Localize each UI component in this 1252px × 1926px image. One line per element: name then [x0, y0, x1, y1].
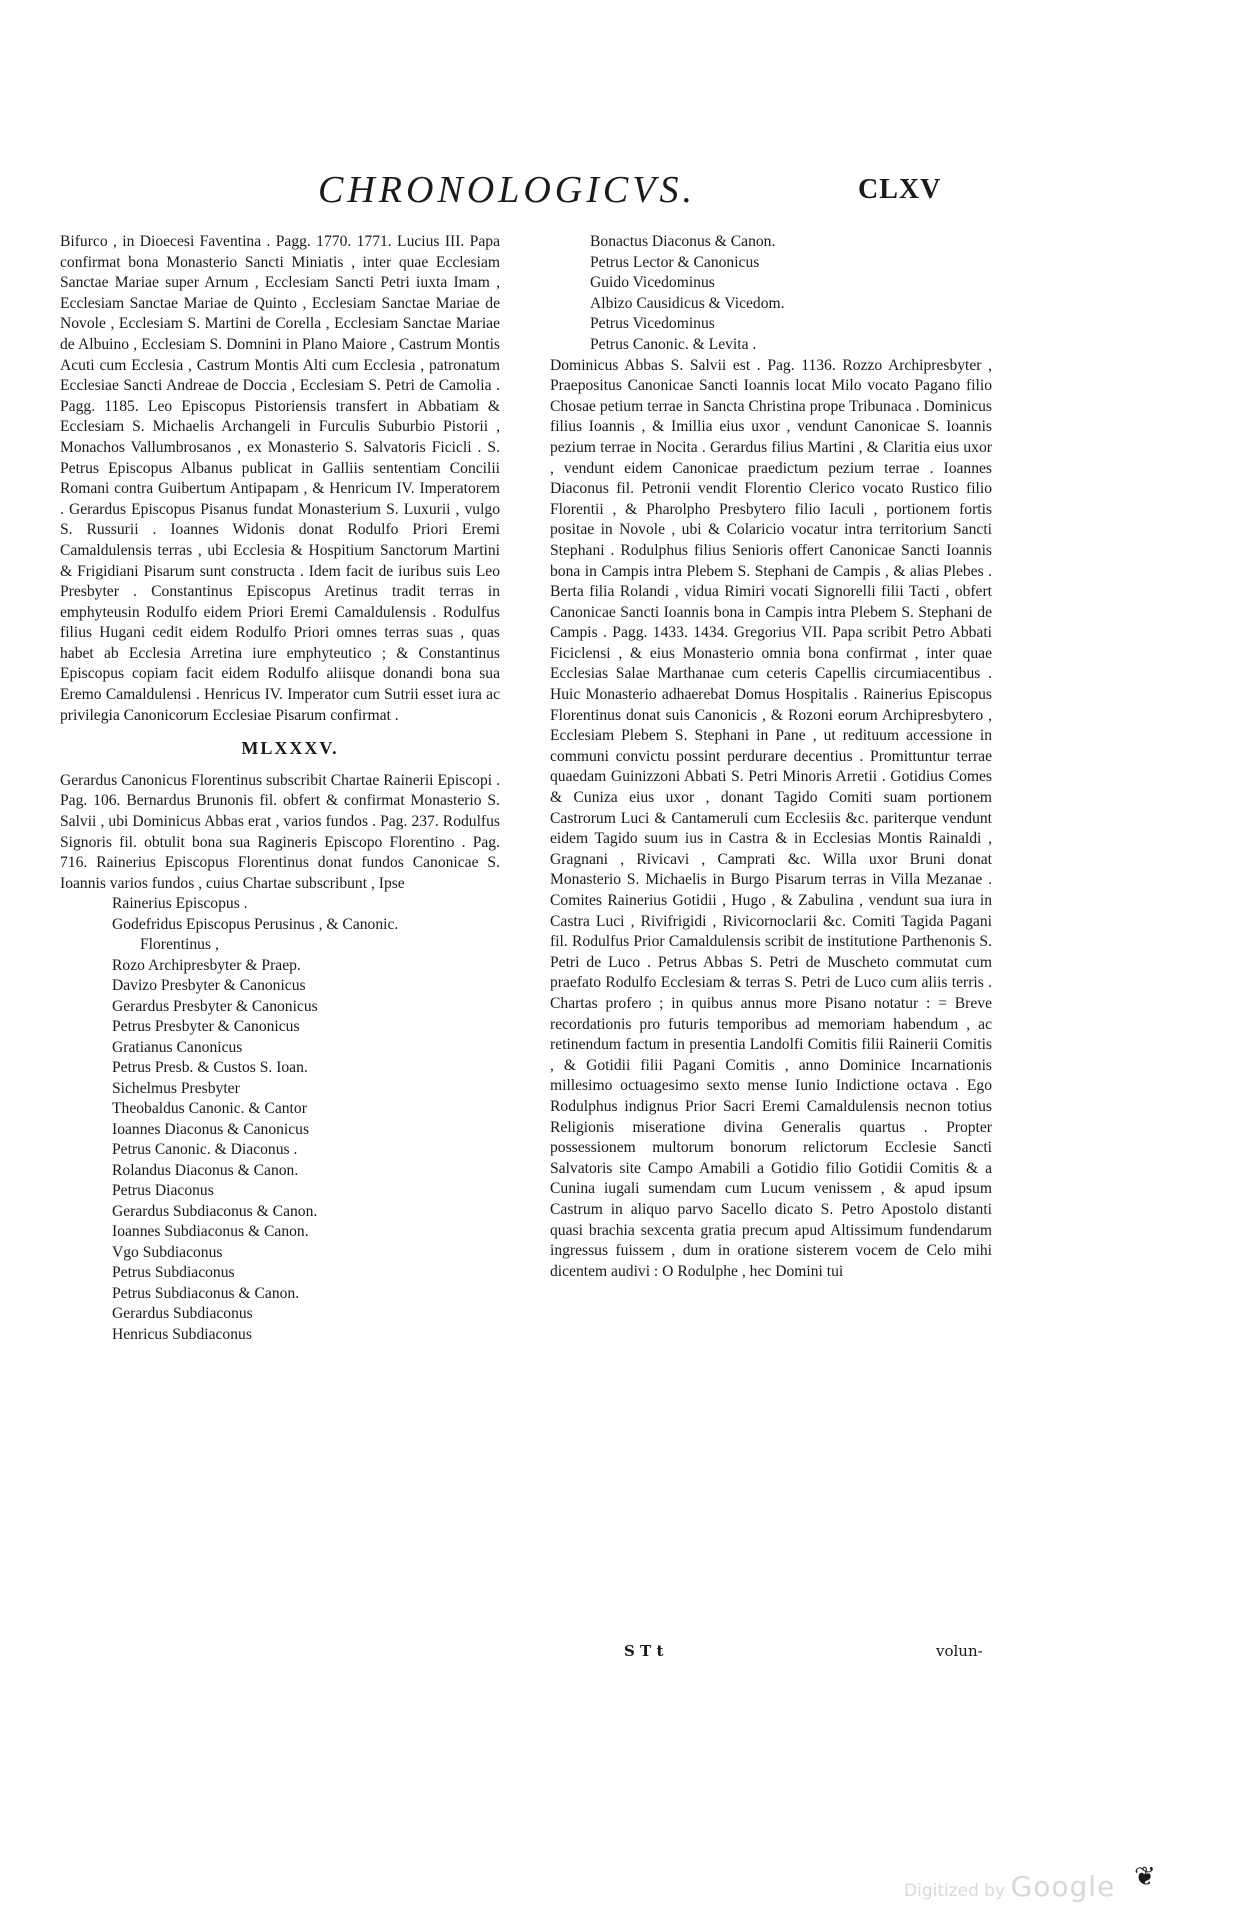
list-item: Theobaldus Canonic. & Cantor: [112, 1100, 307, 1118]
catchword: volun-: [936, 1642, 983, 1660]
right-paragraph-1: Dominicus Abbas S. Salvii est . Pag. 1136. Rozzo Archipresbyter , Praepositus Canonicae Sancti Ioannis locat Milo vocato Pagano filio Chosae petium terrae in Sancta Christina prope Tribunaca . Dominicus filius Ioannis , & Imillia eius uxor , vendunt Canonicae S. Ioannis pezium terrae in Nocita . Gerardus filius Martini , & Claritia eius uxor , vendunt eidem Canonicae praedictum pezium terrae . Ioannes Diaconus fil. Petronii vendit Florentio Clerico vocato Rustico filio Florentii , & Pharolpho Presbytero filio Iaculi , portionem fortis positae in Novole , ubi & Colaricio vocatur intra territorium Sancti Stephani . Rodulphus filius Senioris offert Canonicae Sancti Ioannis bona in Campis intra Plebem S. Stephani de Campis , & alias Plebes . Berta filia Rolandi , vidua Rimiri vocati Signorelli filii Tacti , obfert Canonicae Sancti Ioannis bona in Campis intra Plebem S. Stephani de Campis . Pagg. 1433. 1434. Gregorius VII. Papa scribit Petro Abbati Ficiclensi , & eius Monasterio omnia bona confirmat , inter quae Ecclesias Salae Marthanae cum ceteris Capellis circumiacentibus . Huic Monasterio adhaerebat Domus Hospitalis . Rainerius Episcopus Florentinus donat suis Canonicis , & Rozoni eorum Archipresbytero , Ecclesiam Plebem S. Stephani in Pane , ut redituum accessione in communi convictu possint perdurare decentius . Promittuntur terrae quaedam Guinizzoni Abbati S. Petri Minoris Arretii . Gotidius Comes & Cuniza eius uxor , donant Tagido Comiti suam portionem Castrorum Luci & Cantameruli cum Ecclesiis &c. pariterque vendunt eidem Tagido suum ius in Castra & in Ecclesias Montis Rainaldi , Gragnani , Rivicavi , Camprati &c. Willa uxor Bruni donat Monasterio S. Michaelis in Burgo Pisarum terras in Villa Mezanae . Comites Rainerius Gotidii , Hugo , & Zabulina , vendunt sua iura in Castra Luci , Rivifrigidi , Rivicornoclarii &c. Comiti Tagida Pagani fil. Rodulfus Prior Camaldulensis scribit de institutione Parthenonis S. Petri de Luco . Petrus Abbas S. Petri de Muscheto commutat cum praefato Rodulfo Ecclesiam & terras S. Petri de Luco cum aliis terris . Chartas profero ; in quibus annus more Pisano notatur : = Breve recordationis pro futuris temporibus ad memoriam habendum , ac retinendum factum in presentia Landolfi Comitis filii Rainerii Comitis , & Gotidii filii Pagani Comitis , anno Dominice Incarnationis millesimo octuagesimo sexto mense Iunio Indictione octava . Ego Rodulphus indignus Prior Sacri Eremi Camaldulensis necnon totius Religionis miseratione divina Generalis quartus . Propter possessionem multorum bonorum relictorum Ecclesie Sancti Salvatoris site Campo Amabili a Gotidio filio Gotidii Comitis & a Cunina iugali sumendam cum Lucum venissem , & apud ipsum Castrum in aliquo parvo Sacello dicato S. Petro Apostolo distanti quasi brachia sexcenta gratia precum apud Altissimum fundendarum ingressus fuissem , dum in oratione sisterem vocem de Celo mihi dicentem audivi : O Rodulphe , hec Domini tui: [550, 356, 992, 1280]
list-item: Petrus Subdiaconus & Canon.: [112, 1284, 300, 1302]
list-item: Rozo Archipresbyter & Praep.: [112, 956, 301, 974]
list-item: Gerardus Presbyter & Canonicus: [112, 997, 318, 1015]
ink-blot-icon: ❦: [1134, 1862, 1156, 1892]
list-item: Petrus Presb. & Custos S. Ioan.: [112, 1059, 308, 1077]
list-item: Petrus Vicedominus: [590, 315, 715, 333]
list-item: Davizo Presbyter & Canonicus: [112, 977, 306, 995]
list-item: Vgo Subdiaconus: [112, 1243, 223, 1261]
list-item: Bonactus Diaconus & Canon.: [590, 233, 776, 250]
left-paragraph-1: Bifurco , in Dioecesi Faventina . Pagg. 1770. 1771. Lucius III. Papa confirmat bona Monasterio Sancti Miniatis , inter quae Ecclesiam Sanctae Mariae super Arnum , Ecclesiam Sancti Petri iuxta Imam , Ecclesiam Sanctae Mariae de Quinto , Ecclesiam Sanctae Mariae de Novole , Ecclesiam S. Martini de Corella , Ecclesiam Sanctae Mariae de Albuino , Ecclesiam S. Domnini in Plano Maiore , Castrum Montis Acuti cum Ecclesia , Castrum Montis Alti cum Ecclesia , patronatum Ecclesiae Sancti Andreae de Doccia , Ecclesiam S. Petri de Camolia . Pagg. 1185. Leo Episcopus Pistoriensis transfert in Abbatiam & Ecclesiam S. Michaelis Archangeli in Furculis Suburbio Pistorii , Monachos Vallumbrosanos , ex Monasterio S. Salvatoris Ficicli . S. Petrus Episcopus Albanus publicat in Galliis sententiam Concilii Romani contra Guibertum Antipapam , & Henricum IV. Imperatorem . Gerardus Episcopus Pisanus fundat Monasterium S. Luxurii , vulgo S. Russurii . Ioannes Widonis donat Rodulfo Priori Eremi Camaldulensis terras , ubi Ecclesia & Hospitium Sanctorum Martini & Frigidiani Pisarum sunt constructa . Idem facit de iuribus suis Leo Presbyter . Constantinus Episcopus Aretinus tradit terras in emphyteusin Rodulfo eidem Priori Eremi Camaldulensis . Rodulfus filius Hugani cedit eidem Rodulfo Priori omnes terras suas , quas habet ab Ecclesia Arretina iure emphyteutico ; & Constantinus Episcopus copiam facit eidem Rodulfo aliisque donandi bona sua Eremo Camaldulensi . Henricus IV. Imperator cum Sutrii esset iura ac privilegia Canonicorum Ecclesiae Pisarum confirmat .: [60, 233, 500, 724]
list-item: Guido Vicedominus: [590, 274, 715, 292]
page-title: CHRONOLOGICVS.: [318, 169, 696, 211]
year-heading: MLXXXV.: [241, 738, 339, 759]
left-paragraph-2: Gerardus Canonicus Florentinus subscribit Chartae Rainerii Episcopi . Pag. 106. Bernardus Brunonis fil. obfert & confirmat Monasterio S. Salvii , ubi Dominicus Abbas erat , varios fundos . Pag. 237. Rodulfus Signoris fil. obtulit bona sua Ragineris Episcopo Florentino . Pag. 716. Rainerius Episcopus Florentinus donat fundos Canonicae S. Ioannis varios fundos , cuius Chartae subscribunt , Ipse: [60, 771, 500, 892]
list-item: Gerardus Subdiaconus: [112, 1305, 253, 1323]
list-item: Henricus Subdiaconus: [112, 1325, 252, 1343]
list-item: Ioannes Subdiaconus & Canon.: [112, 1223, 309, 1241]
list-item: Godefridus Episcopus Perusinus , & Canonic.: [112, 915, 399, 933]
list-item: Rainerius Episcopus .: [112, 895, 248, 913]
list-item: Gratianus Canonicus: [112, 1038, 243, 1056]
signature-mark: S T t: [624, 1642, 664, 1660]
list-item: Petrus Canonic. & Diaconus .: [112, 1141, 298, 1159]
page-numeral: CLXV: [858, 174, 942, 205]
list-item: Gerardus Subdiaconus & Canon.: [112, 1202, 318, 1220]
list-item: Rolandus Diaconus & Canon.: [112, 1161, 299, 1179]
list-item: Petrus Canonic. & Levita .: [590, 335, 757, 353]
watermark-prefix: Digitized by: [904, 1881, 1006, 1901]
list-item: Ioannes Diaconus & Canonicus: [112, 1120, 310, 1138]
digitized-watermark: [904, 1870, 1115, 1903]
list-item: Albizo Causidicus & Vicedom.: [590, 294, 785, 312]
running-head: [0, 168, 1252, 218]
list-item: Petrus Subdiaconus: [112, 1264, 235, 1282]
list-item: Petrus Diaconus: [112, 1182, 214, 1200]
list-item: Petrus Lector & Canonicus: [590, 253, 760, 271]
signatory-list: [60, 894, 500, 1345]
right-column: [550, 232, 992, 1282]
page-footer: [0, 1642, 1252, 1672]
list-item: Sichelmus Presbyter: [112, 1079, 240, 1097]
google-logo: Google: [1010, 1870, 1116, 1903]
left-column: [60, 232, 500, 1345]
list-item: Florentinus ,: [140, 936, 219, 954]
list-item: Petrus Presbyter & Canonicus: [112, 1018, 300, 1036]
signatory-list-continued: [550, 232, 992, 356]
